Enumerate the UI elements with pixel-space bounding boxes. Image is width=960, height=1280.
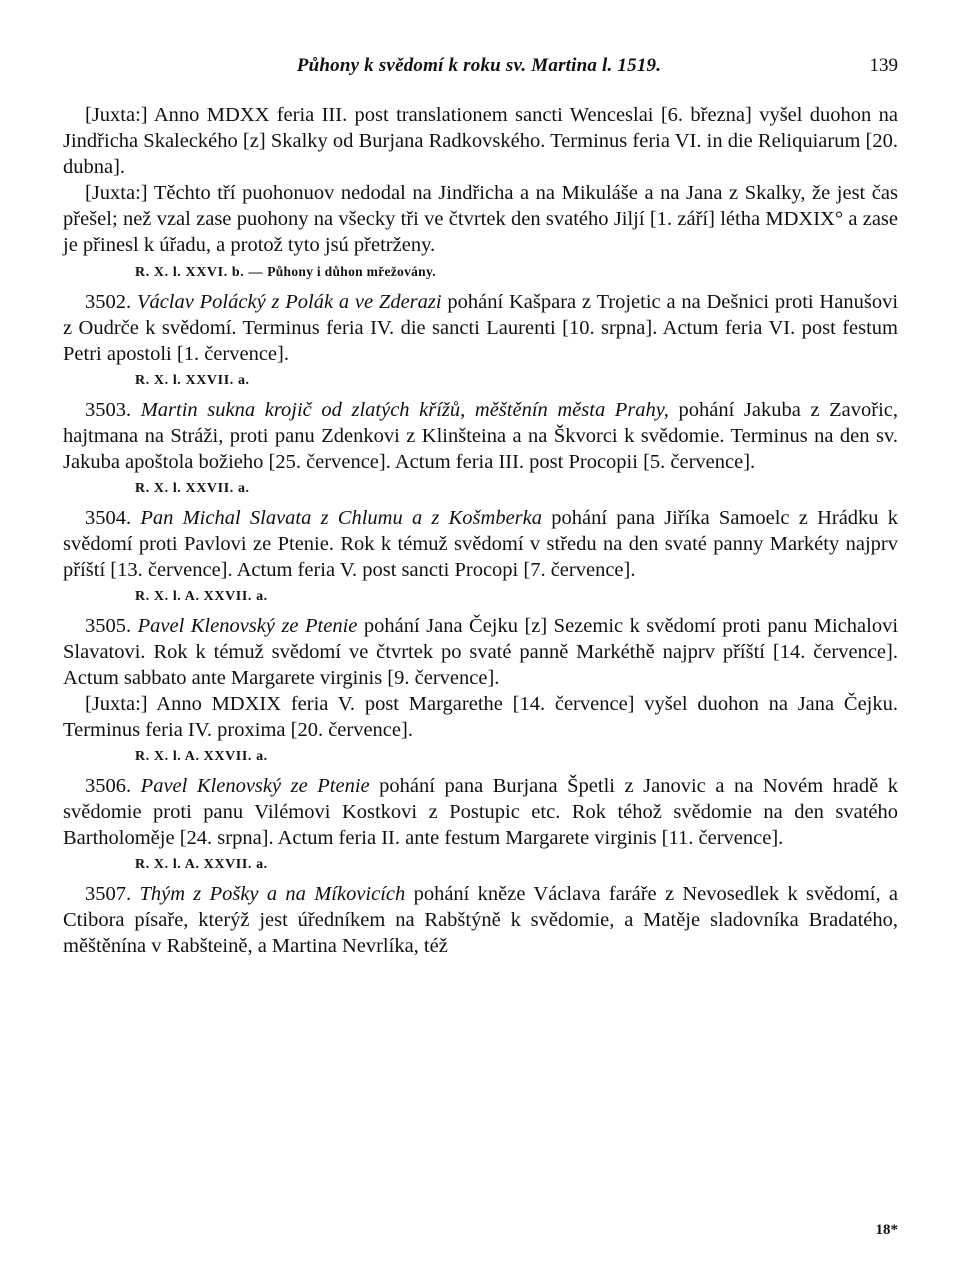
entry-number: 3505. bbox=[85, 615, 132, 637]
entry-number: 3503. bbox=[85, 399, 132, 421]
entry-number: 3504. bbox=[85, 507, 132, 529]
entry-3506 bbox=[63, 773, 898, 851]
reference-signum: R. X. l. XXVI. b. — bbox=[135, 265, 264, 280]
entry-text: pohání pana Jiříka Samoelc z Hrádku k svědomí proti Pavlovi ze Ptenie. Rok k témuž svědomí v středu na den svaté panny Markéty najprv příští [13. července]. Actum feria V. post sancti Procopi [7. července]. bbox=[63, 507, 899, 581]
archive-reference: R. X. l. XXVII. a. bbox=[135, 373, 250, 388]
entry-text: pohání Jakuba z Zavořic, hajtmana na Stráži, proti panu Zdenkovi z Klinšteina a na Škvorci k svědomie. Terminus na den sv. Jakuba apoštola božieho [25. července]. Actum feria III. post Procopii [5. července]. bbox=[63, 399, 899, 473]
document-body bbox=[63, 102, 898, 959]
running-title: Půhony k svědomí k roku sv. Martina l. 1519. bbox=[296, 55, 662, 76]
entry-text: pohání Jana Čejku [z] Sezemic k svědomí proti panu Michalovi Slavatovi. Rok k témuž svědomí ve čtvrtek po svaté panně Markéthě najprv příští [14. července]. Actum sabbato ante Margarete virginis [9. července]. bbox=[63, 615, 899, 689]
entry-party-name: Pavel Klenovský ze Ptenie bbox=[140, 775, 370, 797]
page-number: 139 bbox=[869, 55, 898, 76]
entry-party-name: Václav Polácký z Polák a ve Zderazi bbox=[136, 291, 442, 313]
entry-party-name: Thým z Pošky a na Míkovicích bbox=[139, 883, 406, 905]
entry-party-name: Pavel Klenovský ze Ptenie bbox=[137, 615, 358, 637]
entry-3503 bbox=[63, 397, 898, 475]
entry-party-name: Martin sukna krojič od zlatých křížů, měštěnín města Prahy, bbox=[140, 399, 669, 421]
archive-reference: R. X. l. A. XXVII. a. bbox=[135, 857, 268, 872]
entry-3505 bbox=[63, 613, 898, 691]
archive-reference: R. X. l. A. XXVII. a. bbox=[135, 589, 268, 604]
page-header bbox=[60, 55, 898, 85]
entry-text: pohání Kašpara z Trojetic a na Dešnici proti Hanušovi z Oudrče k svědomí. Terminus feria IV. die sancti Laurenti [10. srpna]. Actum feria VI. post festum Petri apostoli [1. července]. bbox=[63, 291, 899, 365]
entry-text: pohání pana Burjana Špetli z Janovic a na Novém hradě k svědomie proti panu Vilémovi Kostkovi z Postupic etc. Rok téhož svědomie na den svatého Bartholoměje [24. srpna]. Actum feria II. ante festum Margarete virginis [11. července]. bbox=[63, 775, 899, 849]
printer-signature-mark: 18* bbox=[875, 1222, 898, 1238]
entry-3502 bbox=[63, 289, 898, 367]
entry-3507 bbox=[63, 881, 898, 959]
entry-number: 3506. bbox=[85, 775, 132, 797]
reference-note: Půhony i důhon mřežovány. bbox=[267, 264, 436, 279]
juxta-paragraph-1: [Juxta:] Anno MDXX feria III. post translationem sancti Wenceslai [6. března] vyšel duohon na Jindřicha Skaleckého [z] Skalky od Burjana Radkovského. Terminus feria VI. in die Reliquiarum [20. dubna]. bbox=[63, 104, 898, 178]
entry-number: 3502. bbox=[85, 291, 132, 313]
entry-number: 3507. bbox=[85, 883, 132, 905]
archive-reference: R. X. l. A. XXVII. a. bbox=[135, 749, 268, 764]
archive-reference: R. X. l. XXVII. a. bbox=[135, 481, 250, 496]
juxta-paragraph-2: [Juxta:] Těchto tří puohonuov nedodal na Jindřicha a na Mikuláše a na Jana z Skalky, že jest čas přešel; než vzal zase puohony na všecky tři ve čtvrtek den svatého Jiljí [1. září] létha MDXIX° a zase je přinesl k úřadu, a protož tyto jsú přetrženy. bbox=[63, 182, 898, 256]
archive-reference bbox=[135, 261, 898, 284]
juxta-paragraph-3505: [Juxta:] Anno MDXIX feria V. post Margarethe [14. července] vyšel duohon na Jana Čejku. Terminus feria IV. proxima [20. července]. bbox=[63, 693, 898, 741]
entry-party-name: Pan Michal Slavata z Chlumu a z Košmberka bbox=[140, 507, 542, 529]
entry-3504 bbox=[63, 505, 898, 583]
entry-text: pohání kněze Václava faráře z Nevosedlek k svědomí, a Ctibora písaře, kterýž jest úředníkem na Rabštýně k svědomie, a Matěje sladovníka Bradatého, měštěnína v Rabšteině, a Martina Nevrlíka, též bbox=[63, 883, 898, 957]
